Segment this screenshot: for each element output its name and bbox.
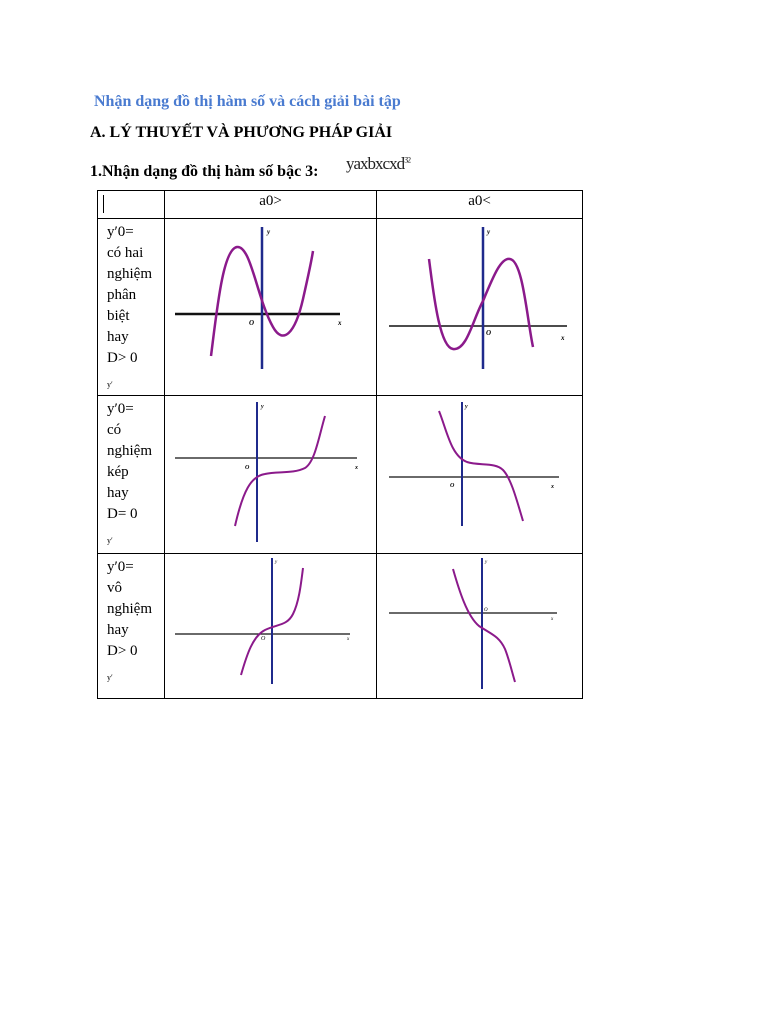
y-axis-label: y xyxy=(487,228,491,236)
x-axis-label: x xyxy=(338,319,342,327)
condition-text: y′0= xyxy=(107,401,134,417)
cubic-curve xyxy=(235,416,325,526)
origin-label: O xyxy=(249,319,255,327)
label-line: hay xyxy=(107,329,129,345)
graph-table xyxy=(97,190,583,699)
label-line: nghiệm xyxy=(107,601,152,617)
section-heading: A. LÝ THUYẾT VÀ PHƯƠNG PHÁP GIẢI xyxy=(90,124,393,141)
origin-label: O xyxy=(484,608,488,613)
x-axis-label: x xyxy=(355,465,358,471)
formula-sup: 32 xyxy=(404,155,411,165)
condition-text: y′0= xyxy=(107,559,134,575)
graph-cell-a-negative-no-roots xyxy=(377,554,583,699)
label-line: kép xyxy=(107,464,129,480)
cubic-graph xyxy=(377,554,582,698)
x-axis-label: x xyxy=(551,484,554,490)
label-line: phân xyxy=(107,287,137,303)
page-title: Nhận dạng đồ thị hàm số và cách giải bài tập xyxy=(94,93,401,110)
label-line: có hai xyxy=(107,245,144,261)
label-line: nghiệm xyxy=(107,266,152,282)
cubic-formula xyxy=(346,154,410,174)
corner-cell xyxy=(98,191,165,219)
row-label-double-root xyxy=(98,396,165,554)
cubic-graph xyxy=(165,396,376,553)
cubic-graph xyxy=(165,219,376,387)
origin-label: O xyxy=(245,465,250,471)
cubic-graph xyxy=(165,554,376,698)
formula-text: yaxbxcxd xyxy=(346,154,405,173)
label-line: vô xyxy=(107,580,122,596)
cubic-curve xyxy=(429,259,533,349)
cubic-curve xyxy=(439,411,523,521)
discriminant: D> 0 $_{y'}$ xyxy=(107,350,138,389)
x-axis-label: x xyxy=(561,334,565,342)
cubic-graph xyxy=(377,396,582,553)
subsection-heading: 1.Nhận dạng đồ thị hàm số bậc 3: xyxy=(90,163,319,180)
discriminant: D> 0 $_{y'}$ xyxy=(107,643,138,682)
y-axis-label: y xyxy=(275,560,278,565)
graph-cell-a-negative-two-roots xyxy=(377,219,583,396)
graph-cell-a-positive-no-roots xyxy=(165,554,377,699)
y-axis-label: y xyxy=(465,404,468,410)
origin-label: O xyxy=(450,483,455,489)
condition-text: y′0= xyxy=(107,224,134,240)
row-label-two-roots xyxy=(98,219,165,396)
label-line: hay xyxy=(107,622,129,638)
row-label-no-roots xyxy=(98,554,165,699)
origin-label: O xyxy=(261,636,266,642)
cubic-curve xyxy=(453,569,515,682)
y-axis-label: y xyxy=(261,404,264,410)
graph-cell-a-negative-double-root xyxy=(377,396,583,554)
cubic-graph xyxy=(377,219,582,387)
header-a-positive: a0> xyxy=(165,191,377,219)
y-axis-label: y xyxy=(485,560,488,565)
text-cursor xyxy=(103,195,104,213)
label-line: hay xyxy=(107,485,129,501)
label-line: có xyxy=(107,422,122,438)
header-a-negative: a0< xyxy=(377,191,583,219)
label-line: nghiệm xyxy=(107,443,152,459)
graph-cell-a-positive-double-root xyxy=(165,396,377,554)
x-axis-label: x xyxy=(551,617,554,622)
graph-cell-a-positive-two-roots xyxy=(165,219,377,396)
y-axis-label: y xyxy=(267,228,271,236)
discriminant: D= 0 $_{y'}$ xyxy=(107,506,138,545)
label-line: biệt xyxy=(107,308,130,324)
x-axis-label: x xyxy=(347,637,350,642)
origin-label: O xyxy=(486,329,492,337)
